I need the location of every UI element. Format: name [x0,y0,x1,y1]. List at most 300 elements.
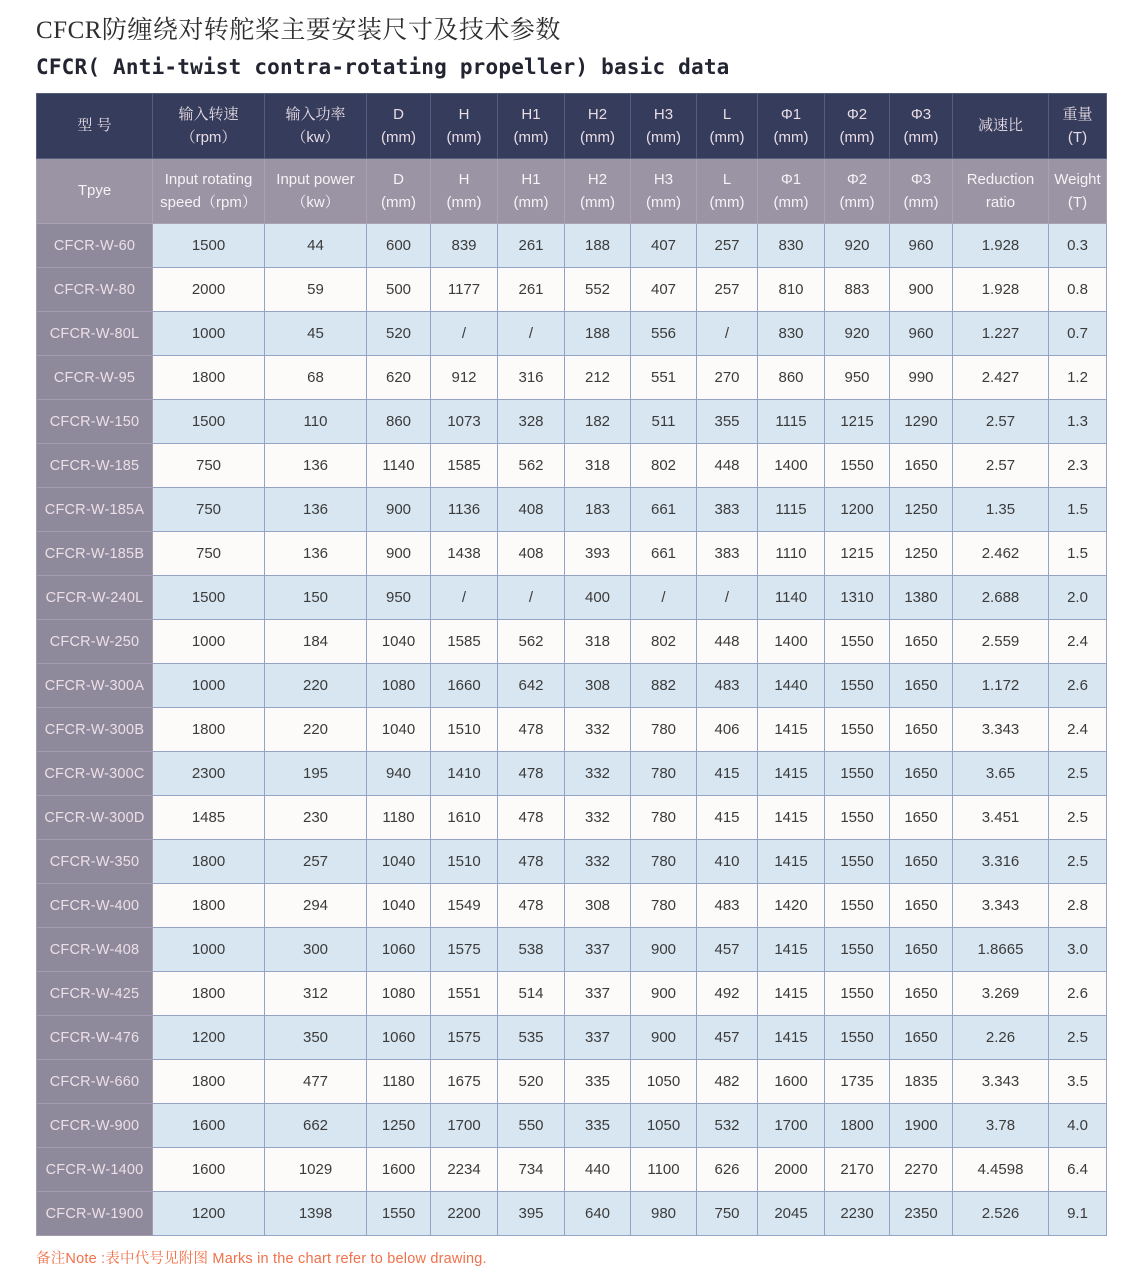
data-cell: 457 [697,1016,758,1060]
data-cell: 1800 [153,972,265,1016]
data-cell: 1550 [825,664,890,708]
data-cell: 1000 [153,620,265,664]
data-cell: 1215 [825,400,890,444]
header-cell: 输入功率 （kw） [265,94,367,159]
data-cell: 482 [697,1060,758,1104]
row-label: CFCR-W-300D [37,796,153,840]
header-cell: 重量 (T) [1049,94,1107,159]
data-cell: 1650 [890,972,953,1016]
data-cell: 1650 [890,884,953,928]
data-cell: 308 [565,664,631,708]
data-cell: 448 [697,444,758,488]
data-cell: 1180 [367,1060,431,1104]
data-cell: 1115 [758,400,825,444]
data-cell: 383 [697,532,758,576]
header-cell: H2 (mm) [565,94,631,159]
data-cell: 1550 [825,928,890,972]
data-cell: 1550 [825,444,890,488]
data-cell: 3.65 [953,752,1049,796]
data-cell: 1800 [153,1060,265,1104]
data-cell: 662 [265,1104,367,1148]
table-row [37,268,1107,312]
data-cell: 552 [565,268,631,312]
data-cell: 1800 [153,840,265,884]
data-cell: 1060 [367,928,431,972]
data-cell: 45 [265,312,367,356]
data-cell: 2000 [153,268,265,312]
data-cell: 1000 [153,928,265,972]
data-cell: 1415 [758,972,825,1016]
data-cell: 59 [265,268,367,312]
data-cell: 383 [697,488,758,532]
data-cell: 1600 [758,1060,825,1104]
data-cell: 642 [498,664,565,708]
data-cell: 2.0 [1049,576,1107,620]
data-cell: 1080 [367,664,431,708]
data-cell: 2000 [758,1148,825,1192]
row-label: CFCR-W-408 [37,928,153,972]
data-cell: 1575 [431,928,498,972]
data-cell: 1060 [367,1016,431,1060]
data-cell: 780 [631,708,697,752]
table-row [37,532,1107,576]
data-cell: 1700 [758,1104,825,1148]
data-cell: 1420 [758,884,825,928]
row-label: CFCR-W-900 [37,1104,153,1148]
data-cell: 318 [565,620,631,664]
data-cell: 337 [565,972,631,1016]
data-cell: 261 [498,268,565,312]
data-cell: 1650 [890,444,953,488]
data-cell: 3.5 [1049,1060,1107,1104]
header-cell: 输入转速 （rpm） [153,94,265,159]
data-cell: 1575 [431,1016,498,1060]
data-cell: / [431,576,498,620]
data-cell: 1100 [631,1148,697,1192]
table-row [37,840,1107,884]
data-cell: 1510 [431,840,498,884]
data-cell: 110 [265,400,367,444]
data-cell: 2.5 [1049,1016,1107,1060]
data-cell: 483 [697,664,758,708]
table-row [37,928,1107,972]
data-cell: 1310 [825,576,890,620]
data-cell: 1.928 [953,224,1049,268]
data-cell: 195 [265,752,367,796]
data-cell: 780 [631,796,697,840]
data-cell: 520 [367,312,431,356]
data-cell: 393 [565,532,631,576]
data-cell: 1600 [367,1148,431,1192]
data-cell: 950 [825,356,890,400]
data-cell: 1000 [153,664,265,708]
data-cell: 620 [367,356,431,400]
data-cell: 1800 [825,1104,890,1148]
data-cell: 2.5 [1049,840,1107,884]
data-cell: 1650 [890,664,953,708]
data-cell: 415 [697,796,758,840]
data-cell: 514 [498,972,565,1016]
data-cell: 900 [367,488,431,532]
data-cell: 2.462 [953,532,1049,576]
data-cell: 44 [265,224,367,268]
header-cell: Φ2 (mm) [825,94,890,159]
data-cell: 2.3 [1049,444,1107,488]
table-row [37,1148,1107,1192]
data-cell: 640 [565,1192,631,1236]
data-cell: 830 [758,224,825,268]
data-cell: 1.928 [953,268,1049,312]
data-cell: 3.0 [1049,928,1107,972]
data-cell: 802 [631,444,697,488]
data-cell: 734 [498,1148,565,1192]
data-cell: 802 [631,620,697,664]
data-cell: 332 [565,752,631,796]
data-cell: 1073 [431,400,498,444]
data-cell: 2.5 [1049,796,1107,840]
data-cell: 810 [758,268,825,312]
table-row [37,796,1107,840]
data-cell: 1585 [431,620,498,664]
data-cell: 1485 [153,796,265,840]
data-cell: 478 [498,840,565,884]
data-cell: 1200 [153,1192,265,1236]
header-cell: Tpye [37,159,153,224]
data-cell: 1800 [153,708,265,752]
data-cell: 1700 [431,1104,498,1148]
data-cell: 860 [758,356,825,400]
data-cell: 492 [697,972,758,1016]
data-cell: 294 [265,884,367,928]
data-cell: 1177 [431,268,498,312]
data-cell: 1.227 [953,312,1049,356]
data-cell: 1415 [758,1016,825,1060]
data-cell: 1400 [758,620,825,664]
data-cell: 562 [498,620,565,664]
data-cell: 407 [631,268,697,312]
data-cell: 257 [697,224,758,268]
data-cell: 483 [697,884,758,928]
data-cell: 1735 [825,1060,890,1104]
data-cell: 1029 [265,1148,367,1192]
row-label: CFCR-W-60 [37,224,153,268]
data-cell: 136 [265,488,367,532]
data-cell: 600 [367,224,431,268]
data-cell: 3.343 [953,884,1049,928]
data-cell: 3.343 [953,708,1049,752]
data-cell: 1250 [890,488,953,532]
data-cell: 478 [498,708,565,752]
data-cell: 2.26 [953,1016,1049,1060]
data-cell: 1650 [890,752,953,796]
data-cell: 2.526 [953,1192,1049,1236]
data-cell: 511 [631,400,697,444]
data-cell: 661 [631,488,697,532]
data-cell: 350 [265,1016,367,1060]
data-cell: 960 [890,312,953,356]
header-cell: 减速比 [953,94,1049,159]
data-cell: 1080 [367,972,431,1016]
data-cell: 2.427 [953,356,1049,400]
data-cell: 407 [631,224,697,268]
data-cell: 440 [565,1148,631,1192]
header-cell: Φ1 (mm) [758,159,825,224]
table-row [37,972,1107,1016]
data-cell: 556 [631,312,697,356]
table-row [37,356,1107,400]
data-cell: 1140 [367,444,431,488]
data-cell: 780 [631,884,697,928]
data-cell: 1415 [758,796,825,840]
data-cell: 184 [265,620,367,664]
header-cell: H2 (mm) [565,159,631,224]
data-cell: 1550 [825,840,890,884]
data-cell: 1115 [758,488,825,532]
data-cell: 1551 [431,972,498,1016]
data-cell: 68 [265,356,367,400]
data-cell: 0.3 [1049,224,1107,268]
data-cell: 2.688 [953,576,1049,620]
data-cell: 408 [498,488,565,532]
data-cell: 220 [265,664,367,708]
data-cell: 1550 [367,1192,431,1236]
data-cell: 1650 [890,620,953,664]
data-cell: 220 [265,708,367,752]
data-cell: 750 [153,488,265,532]
data-cell: 839 [431,224,498,268]
data-cell: 1215 [825,532,890,576]
data-cell: 1600 [153,1148,265,1192]
data-cell: 1410 [431,752,498,796]
data-cell: 950 [367,576,431,620]
data-cell: 1550 [825,884,890,928]
data-cell: 2.559 [953,620,1049,664]
data-cell: 308 [565,884,631,928]
data-cell: 1900 [890,1104,953,1148]
data-cell: 478 [498,884,565,928]
row-label: CFCR-W-250 [37,620,153,664]
data-cell: 0.7 [1049,312,1107,356]
data-cell: 532 [697,1104,758,1148]
data-cell: 883 [825,268,890,312]
data-cell: 1415 [758,708,825,752]
data-cell: 1040 [367,840,431,884]
table-body [37,224,1107,1236]
data-cell: 1400 [758,444,825,488]
data-cell: 457 [697,928,758,972]
data-cell: 478 [498,796,565,840]
table-row [37,444,1107,488]
data-cell: 990 [890,356,953,400]
data-cell: 182 [565,400,631,444]
data-cell: 312 [265,972,367,1016]
header-cell: Reduction ratio [953,159,1049,224]
data-cell: 2.4 [1049,620,1107,664]
data-cell: 1050 [631,1104,697,1148]
data-cell: 780 [631,752,697,796]
data-cell: 2.6 [1049,664,1107,708]
data-cell: 900 [367,532,431,576]
data-cell: 780 [631,840,697,884]
header-cell: Φ3 (mm) [890,159,953,224]
row-label: CFCR-W-300C [37,752,153,796]
data-cell: 551 [631,356,697,400]
data-cell: 535 [498,1016,565,1060]
data-cell: 2.8 [1049,884,1107,928]
data-cell: 1550 [825,752,890,796]
data-cell: 500 [367,268,431,312]
data-cell: 318 [565,444,631,488]
data-cell: 1415 [758,840,825,884]
spec-table [36,93,1107,1236]
header-cell: D (mm) [367,94,431,159]
data-cell: 1.8665 [953,928,1049,972]
row-label: CFCR-W-400 [37,884,153,928]
header-cell: Φ3 (mm) [890,94,953,159]
data-cell: 1650 [890,1016,953,1060]
data-cell: 316 [498,356,565,400]
row-label: CFCR-W-185A [37,488,153,532]
data-cell: 1549 [431,884,498,928]
data-cell: 1800 [153,884,265,928]
data-cell: 1040 [367,708,431,752]
data-cell: 1110 [758,532,825,576]
data-cell: 1585 [431,444,498,488]
data-cell: 1510 [431,708,498,752]
data-cell: 626 [697,1148,758,1192]
data-cell: 3.269 [953,972,1049,1016]
data-cell: 860 [367,400,431,444]
data-cell: 1800 [153,356,265,400]
row-label: CFCR-W-476 [37,1016,153,1060]
data-cell: 920 [825,224,890,268]
page-title-en: CFCR( Anti-twist contra-rotating propeller) basic data [36,55,730,79]
data-cell: 6.4 [1049,1148,1107,1192]
data-cell: 1415 [758,752,825,796]
data-cell: / [631,576,697,620]
row-label: CFCR-W-1400 [37,1148,153,1192]
row-label: CFCR-W-80 [37,268,153,312]
data-cell: 1600 [153,1104,265,1148]
data-cell: 4.4598 [953,1148,1049,1192]
row-label: CFCR-W-185B [37,532,153,576]
data-cell: 395 [498,1192,565,1236]
table-row [37,752,1107,796]
data-cell: 538 [498,928,565,972]
data-cell: 1200 [153,1016,265,1060]
data-cell: 1.5 [1049,532,1107,576]
data-cell: 750 [153,444,265,488]
data-cell: 2170 [825,1148,890,1192]
row-label: CFCR-W-240L [37,576,153,620]
data-cell: 960 [890,224,953,268]
data-cell: 1.35 [953,488,1049,532]
data-cell: 912 [431,356,498,400]
data-cell: 150 [265,576,367,620]
data-cell: 406 [697,708,758,752]
data-cell: 3.78 [953,1104,1049,1148]
data-cell: 1500 [153,224,265,268]
data-cell: 980 [631,1192,697,1236]
header-cell: Weight (T) [1049,159,1107,224]
data-cell: 3.343 [953,1060,1049,1104]
data-cell: 1380 [890,576,953,620]
data-cell: 1050 [631,1060,697,1104]
data-cell: 1200 [825,488,890,532]
data-cell: 9.1 [1049,1192,1107,1236]
data-cell: 183 [565,488,631,532]
data-cell: 562 [498,444,565,488]
data-cell: 410 [697,840,758,884]
data-cell: / [431,312,498,356]
data-cell: 400 [565,576,631,620]
table-row [37,312,1107,356]
data-cell: 661 [631,532,697,576]
data-cell: 257 [697,268,758,312]
row-label: CFCR-W-300A [37,664,153,708]
data-cell: 415 [697,752,758,796]
data-cell: 1.172 [953,664,1049,708]
row-label: CFCR-W-95 [37,356,153,400]
data-cell: / [498,576,565,620]
header-cell: L (mm) [697,94,758,159]
table-row [37,488,1107,532]
data-cell: 550 [498,1104,565,1148]
row-label: CFCR-W-350 [37,840,153,884]
data-cell: 332 [565,708,631,752]
header-cell: H1 (mm) [498,94,565,159]
data-cell: 188 [565,312,631,356]
data-cell: 2.5 [1049,752,1107,796]
data-cell: 337 [565,1016,631,1060]
data-cell: 1835 [890,1060,953,1104]
header-cell: H3 (mm) [631,159,697,224]
data-cell: 900 [631,928,697,972]
data-cell: 1550 [825,796,890,840]
data-cell: 337 [565,928,631,972]
data-cell: 257 [265,840,367,884]
data-cell: / [697,576,758,620]
data-cell: 2230 [825,1192,890,1236]
data-cell: 4.0 [1049,1104,1107,1148]
data-cell: 1650 [890,796,953,840]
data-cell: 1550 [825,620,890,664]
header-cell: Φ1 (mm) [758,94,825,159]
data-cell: 1675 [431,1060,498,1104]
data-cell: 2200 [431,1192,498,1236]
table-row [37,884,1107,928]
data-cell: 1650 [890,840,953,884]
data-cell: 478 [498,752,565,796]
header-cell: H3 (mm) [631,94,697,159]
data-cell: 882 [631,664,697,708]
page-title-zh: CFCR防缠绕对转舵桨主要安装尺寸及技术参数 [36,17,561,44]
data-cell: 750 [153,532,265,576]
row-label: CFCR-W-660 [37,1060,153,1104]
data-cell: 2045 [758,1192,825,1236]
data-cell: 1040 [367,884,431,928]
data-cell: 900 [631,1016,697,1060]
data-cell: 1550 [825,708,890,752]
row-label: CFCR-W-300B [37,708,153,752]
data-cell: 1500 [153,400,265,444]
data-cell: 136 [265,444,367,488]
data-cell: 2234 [431,1148,498,1192]
table-row [37,1192,1107,1236]
data-cell: 408 [498,532,565,576]
table-row [37,664,1107,708]
data-cell: 1.2 [1049,356,1107,400]
